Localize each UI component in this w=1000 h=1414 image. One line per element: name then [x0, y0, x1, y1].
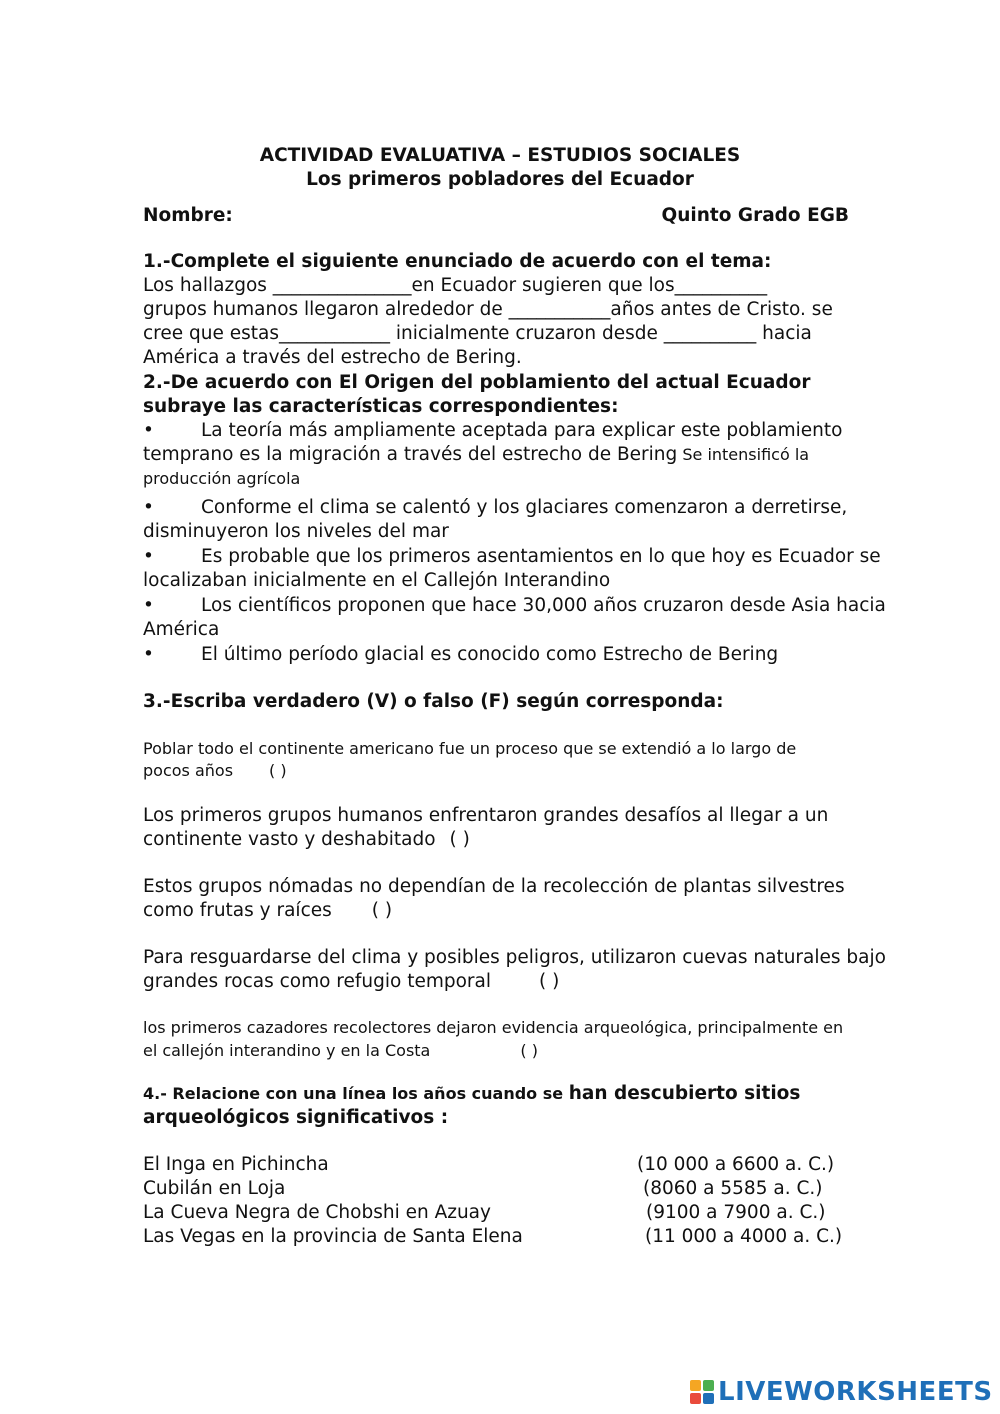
q3-title: 3.-Escriba verdadero (V) o falso (F) según corresponda: [143, 691, 724, 712]
q3-statement-cont: grandes rocas como refugio temporal ( ) [143, 971, 560, 992]
q2-item-text: Es probable que los primeros asentamientos en lo que hoy es Ecuador se [201, 546, 881, 567]
logo-square [703, 1393, 714, 1404]
q4-title-line2: arqueológicos significativos : [143, 1107, 449, 1128]
q2-item-text: La teoría más ampliamente aceptada para explicar este poblamiento [201, 420, 843, 441]
logo-text: LIVEWORKSHEETS [718, 1377, 993, 1407]
q3-statement: Los primeros grupos humanos enfrentaron grandes desafíos al llegar a un [143, 805, 829, 826]
bullet-icon: • [143, 420, 154, 441]
answer-box[interactable]: ( ) [539, 971, 560, 992]
answer-box[interactable]: ( ) [269, 761, 287, 780]
q4-title-line1: 4.- Relacione con una línea los años cuando se han descubierto sitios [143, 1083, 801, 1104]
q2-item-text: Conforme el clima se calentó y los glaciares comenzaron a derretirse, [201, 497, 848, 518]
q2-item-text: El último período glacial es conocido como Estrecho de Bering [201, 644, 779, 665]
q2-item[interactable] [143, 643, 778, 667]
q3-statement-cont: continente vasto y deshabitado ( ) [143, 829, 470, 850]
q2-item[interactable] [143, 545, 881, 569]
q4-date[interactable]: (10 000 a 6600 a. C.) [637, 1154, 835, 1175]
q2-title-line1: 2.-De acuerdo con El Origen del poblamiento del actual Ecuador [143, 372, 811, 393]
q2-item-text: Los científicos proponen que hace 30,000 años cruzaron desde Asia hacia [201, 595, 886, 616]
q3-statement-cont: pocos años ( ) [143, 759, 287, 783]
grade-label: Quinto Grado EGB [661, 205, 849, 226]
worksheet-subtitle: Los primeros pobladores del Ecuador [306, 169, 694, 190]
logo-square [690, 1393, 701, 1404]
q2-item-text: Se intensificó la [677, 445, 810, 464]
bullet-icon: • [143, 644, 154, 665]
q2-item-cont[interactable]: disminuyeron los niveles del mar [143, 521, 449, 542]
q2-title-line2: subraye las características correspondientes: [143, 396, 619, 417]
q3-statement-cont: el callejón interandino y en la Costa ( ) [143, 1039, 538, 1063]
answer-box[interactable]: ( ) [520, 1041, 538, 1060]
q3-statement: Para resguardarse del clima y posibles peligros, utilizaron cuevas naturales bajo [143, 947, 886, 968]
worksheet-page [143, 0, 886, 1414]
q3-statement: los primeros cazadores recolectores dejaron evidencia arqueológica, principalmente en [143, 1018, 844, 1037]
liveworksheets-logo [690, 1372, 993, 1412]
logo-square [690, 1380, 701, 1391]
q2-item-cont[interactable]: producción agrícola [143, 469, 301, 488]
name-grade-row [143, 204, 857, 228]
q2-item[interactable] [143, 496, 847, 520]
q4-date[interactable]: (11 000 a 4000 a. C.) [645, 1226, 843, 1247]
bullet-icon: • [143, 595, 154, 616]
q4-date[interactable]: (8060 a 5585 a. C.) [643, 1178, 823, 1199]
q4-date[interactable]: (9100 a 7900 a. C.) [646, 1202, 826, 1223]
q2-item-cont[interactable]: localizaban inicialmente en el Callejón Interandino [143, 570, 611, 591]
name-label: Nombre: [143, 205, 233, 226]
q1-line: grupos humanos llegaron alrededor de ___________años antes de Cristo. se [143, 299, 833, 320]
q2-item-cont[interactable] [143, 443, 809, 467]
q1-line: América a través del estrecho de Bering. [143, 347, 522, 368]
q2-item[interactable] [143, 419, 842, 443]
q1-line: Los hallazgos _______________en Ecuador sugieren que los__________ [143, 275, 768, 296]
bullet-icon: • [143, 497, 154, 518]
worksheet-title: ACTIVIDAD EVALUATIVA – ESTUDIOS SOCIALES [259, 145, 741, 166]
q4-site[interactable]: Las Vegas en la provincia de Santa Elena [143, 1226, 523, 1247]
q2-item[interactable] [143, 594, 886, 618]
q1-line: cree que estas____________ inicialmente cruzaron desde __________ hacia [143, 323, 812, 344]
answer-box[interactable]: ( ) [449, 829, 470, 850]
q3-statement-cont: como frutas y raíces ( ) [143, 900, 393, 921]
q2-item-text: temprano es la migración a través del estrecho de Bering [143, 444, 678, 465]
logo-mark-icon [690, 1380, 714, 1404]
logo-square [703, 1380, 714, 1391]
q4-site[interactable]: La Cueva Negra de Chobshi en Azuay [143, 1202, 491, 1223]
q4-site[interactable]: Cubilán en Loja [143, 1178, 286, 1199]
q2-item-cont[interactable]: América [143, 619, 220, 640]
q3-statement: Estos grupos nómadas no dependían de la recolección de plantas silvestres [143, 876, 845, 897]
q1-title: 1.-Complete el siguiente enunciado de acuerdo con el tema: [143, 251, 772, 272]
q3-statement: Poblar todo el continente americano fue un proceso que se extendió a lo largo de [143, 739, 797, 758]
q4-site[interactable]: El Inga en Pichincha [143, 1154, 329, 1175]
answer-box[interactable]: ( ) [371, 900, 393, 921]
bullet-icon: • [143, 546, 154, 567]
